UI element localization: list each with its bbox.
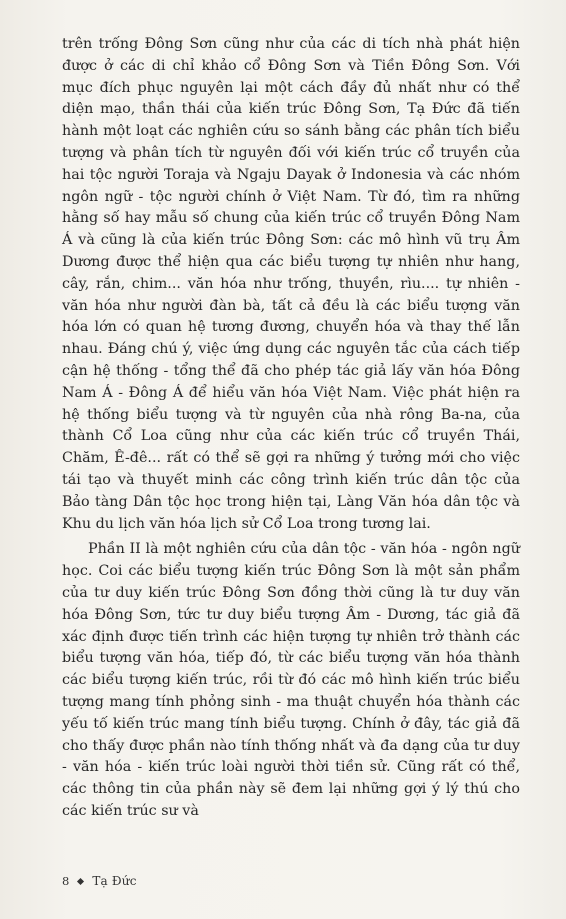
page-footer: [62, 871, 137, 891]
paragraph-continuation: trên trống Đông Sơn cũng như của các di tích nhà phát hiện được ở các di chỉ khảo cổ Đông Sơn và Tiền Đông Sơn. Với mục đích phục nguyên lại một cách đầy đủ nhất như có thể diện mạo, thần thái của kiến trúc Đông Sơn, Tạ Đức đã tiến hành một loạt các nghiên cứu so sánh bằng các phân tích biểu tượng và phân tích từ nguyên đối với kiến trúc cổ truyền của hai tộc người Toraja và Ngaju Dayak ở Indonesia và các nhóm ngôn ngữ - tộc người chính ở Việt Nam. Từ đó, tìm ra những hằng số hay mẫu số chung của kiến trúc cổ truyền Đông Nam Á và cũng là của kiến trúc Đông Sơn: các mô hình vũ trụ Âm Dương được thể hiện qua các biểu tượng tự nhiên như hang, cây, rắn, chim... văn hóa như trống, thuyền, rìu.... tự nhiên - văn hóa như người đàn bà, tất cả đều là các biểu tượng văn hóa lớn có quan hệ tương đương, chuyển hóa và thay thế lẫn nhau. Đáng chú ý, việc ứng dụng các nguyên tắc của cách tiếp cận hệ thống - tổng thể đã cho phép tác giả lấy văn hóa Đông Nam Á - Đông Á để hiểu văn hóa Việt Nam. Việc phát hiện ra hệ thống biểu tượng và từ nguyên của nhà rông Ba-na, của thành Cổ Loa cũng như của các kiến trúc cổ truyền Thái, Chăm, Ê-đê... rất có thể sẽ gợi ra những ý tưởng mới cho việc tái tạo và thuyết minh các công trình kiến trúc dân tộc của Bảo tàng Dân tộc học trong hiện tại, Làng Văn hóa dân tộc và Khu du lịch văn hóa lịch sử Cổ Loa trong tương lai.: [62, 36, 520, 532]
body-text: [62, 34, 520, 823]
diamond-separator-icon: [77, 877, 84, 884]
paragraph-part-ii: Phần II là một nghiên cứu của dân tộc - văn hóa - ngôn ngữ học. Coi các biểu tượng kiến trúc Đông Sơn là một sản phẩm của tư duy kiến trúc Đông Sơn đồng thời cũng là tư duy văn hóa Đông Sơn, tức tư duy biểu tượng Âm - Dương, tác giả đã xác định được tiến trình các hiện tượng tự nhiên trở thành các biểu tượng văn hóa, tiếp đó, từ các biểu tượng văn hóa thành các biểu tượng kiến trúc, rồi từ đó các mô hình kiến trúc biểu tượng mang tính phỏng sinh - ma thuật chuyển hóa thành các yếu tố kiến trúc mang tính biểu tượng. Chính ở đây, tác giả đã cho thấy được phần nào tính thống nhất và đa dạng của tư duy - văn hóa - kiến trúc loài người thời tiền sử. Cũng rất có thể, các thông tin của phần này sẽ đem lại những gợi ý lý thú cho các kiến trúc sư và: [62, 541, 520, 819]
running-footer-author: Tạ Đức: [92, 874, 137, 888]
page-number: 8: [62, 874, 70, 888]
